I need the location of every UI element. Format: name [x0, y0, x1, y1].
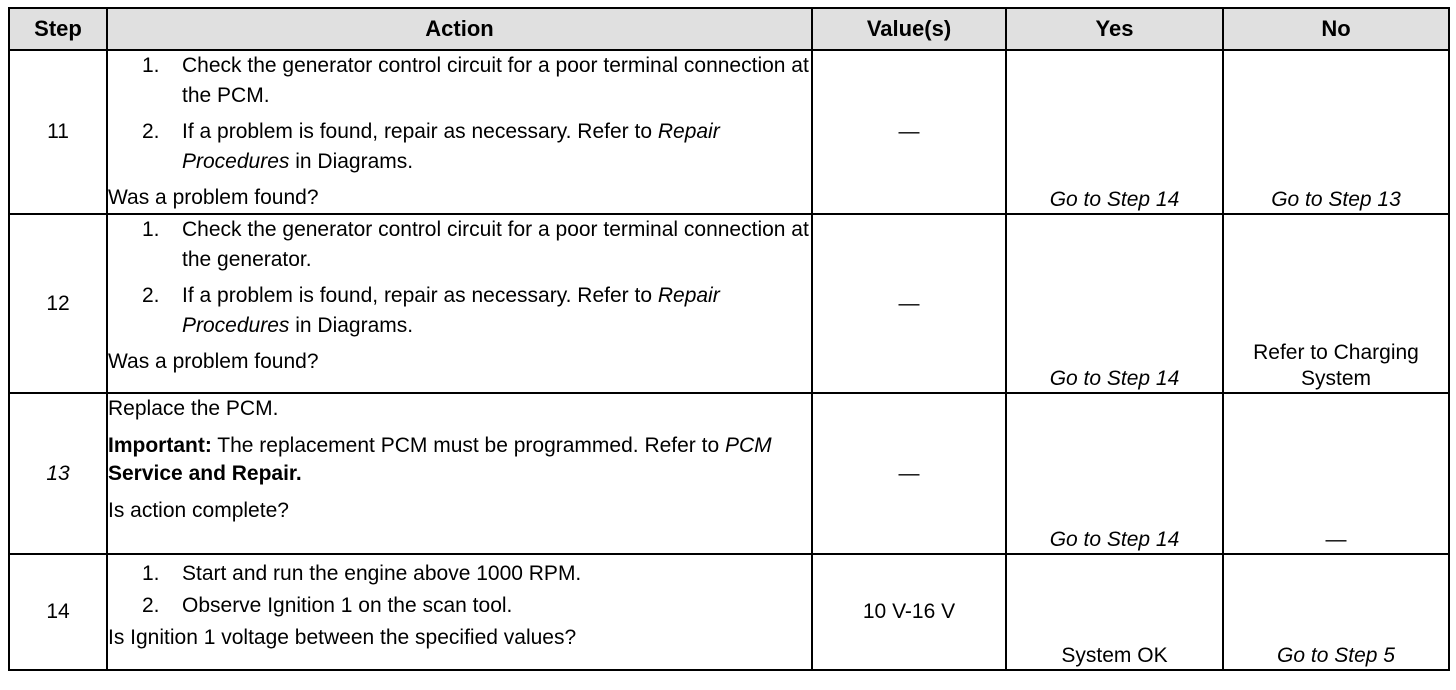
list-item: 1. Check the generator control circuit for a poor terminal connection at the PCM. — [142, 54, 809, 107]
header-step: Step — [9, 8, 107, 50]
value-cell — [812, 554, 1006, 670]
yes-cell: System OK — [1006, 554, 1223, 670]
yes-cell: Go to Step 14 — [1006, 393, 1223, 554]
table-row — [9, 50, 1449, 214]
value-text: — — [898, 461, 920, 485]
question: Was a problem found? — [108, 350, 319, 373]
yes-cell: Go to Step 14 — [1006, 214, 1223, 393]
value-cell — [812, 393, 1006, 554]
instruction-text: Replace the PCM. — [108, 397, 279, 420]
header-action: Action — [107, 8, 812, 50]
question: Is Ignition 1 voltage between the specified values? — [108, 626, 577, 649]
step-number: 11 — [9, 50, 107, 214]
action-cell — [107, 214, 812, 393]
table-row — [9, 554, 1449, 670]
step-number: 14 — [9, 554, 107, 670]
header-values: Value(s) — [812, 8, 1006, 50]
action-cell — [107, 50, 812, 214]
no-cell: — — [1223, 393, 1449, 554]
no-cell: Refer to Charging System — [1223, 214, 1449, 393]
yes-cell: Go to Step 14 — [1006, 50, 1223, 214]
header-row — [9, 8, 1449, 50]
no-cell: Go to Step 13 — [1223, 50, 1449, 214]
value-cell — [812, 214, 1006, 393]
header-no: No — [1223, 8, 1449, 50]
question: Was a problem found? — [108, 186, 319, 209]
list-item: 1. Start and run the engine above 1000 RPM. — [142, 562, 582, 585]
value-text: 10 V-16 V — [862, 600, 956, 623]
list-item: 1. Check the generator control circuit for a poor terminal connection at the generator. — [142, 218, 809, 271]
question: Is action complete? — [108, 499, 289, 522]
value-text: — — [898, 291, 920, 315]
table-row — [9, 214, 1449, 393]
no-cell: Go to Step 5 — [1223, 554, 1449, 670]
list-item: 2. If a problem is found, repair as necessary. Refer to Repair Procedures in Diagrams. — [142, 284, 720, 337]
important-note: Important: The replacement PCM must be programmed. Refer to PCM Service and Repair. — [108, 434, 772, 485]
action-cell — [107, 393, 812, 554]
step-number: 13 — [9, 393, 107, 554]
header-yes: Yes — [1006, 8, 1223, 50]
list-item: 2. If a problem is found, repair as necessary. Refer to Repair Procedures in Diagrams. — [142, 120, 720, 173]
step-number: 12 — [9, 214, 107, 393]
value-cell — [812, 50, 1006, 214]
diagnostic-table — [8, 7, 1450, 671]
table-row — [9, 393, 1449, 554]
action-cell — [107, 554, 812, 670]
list-item: 2. Observe Ignition 1 on the scan tool. — [142, 594, 513, 617]
value-text: — — [898, 120, 920, 143]
